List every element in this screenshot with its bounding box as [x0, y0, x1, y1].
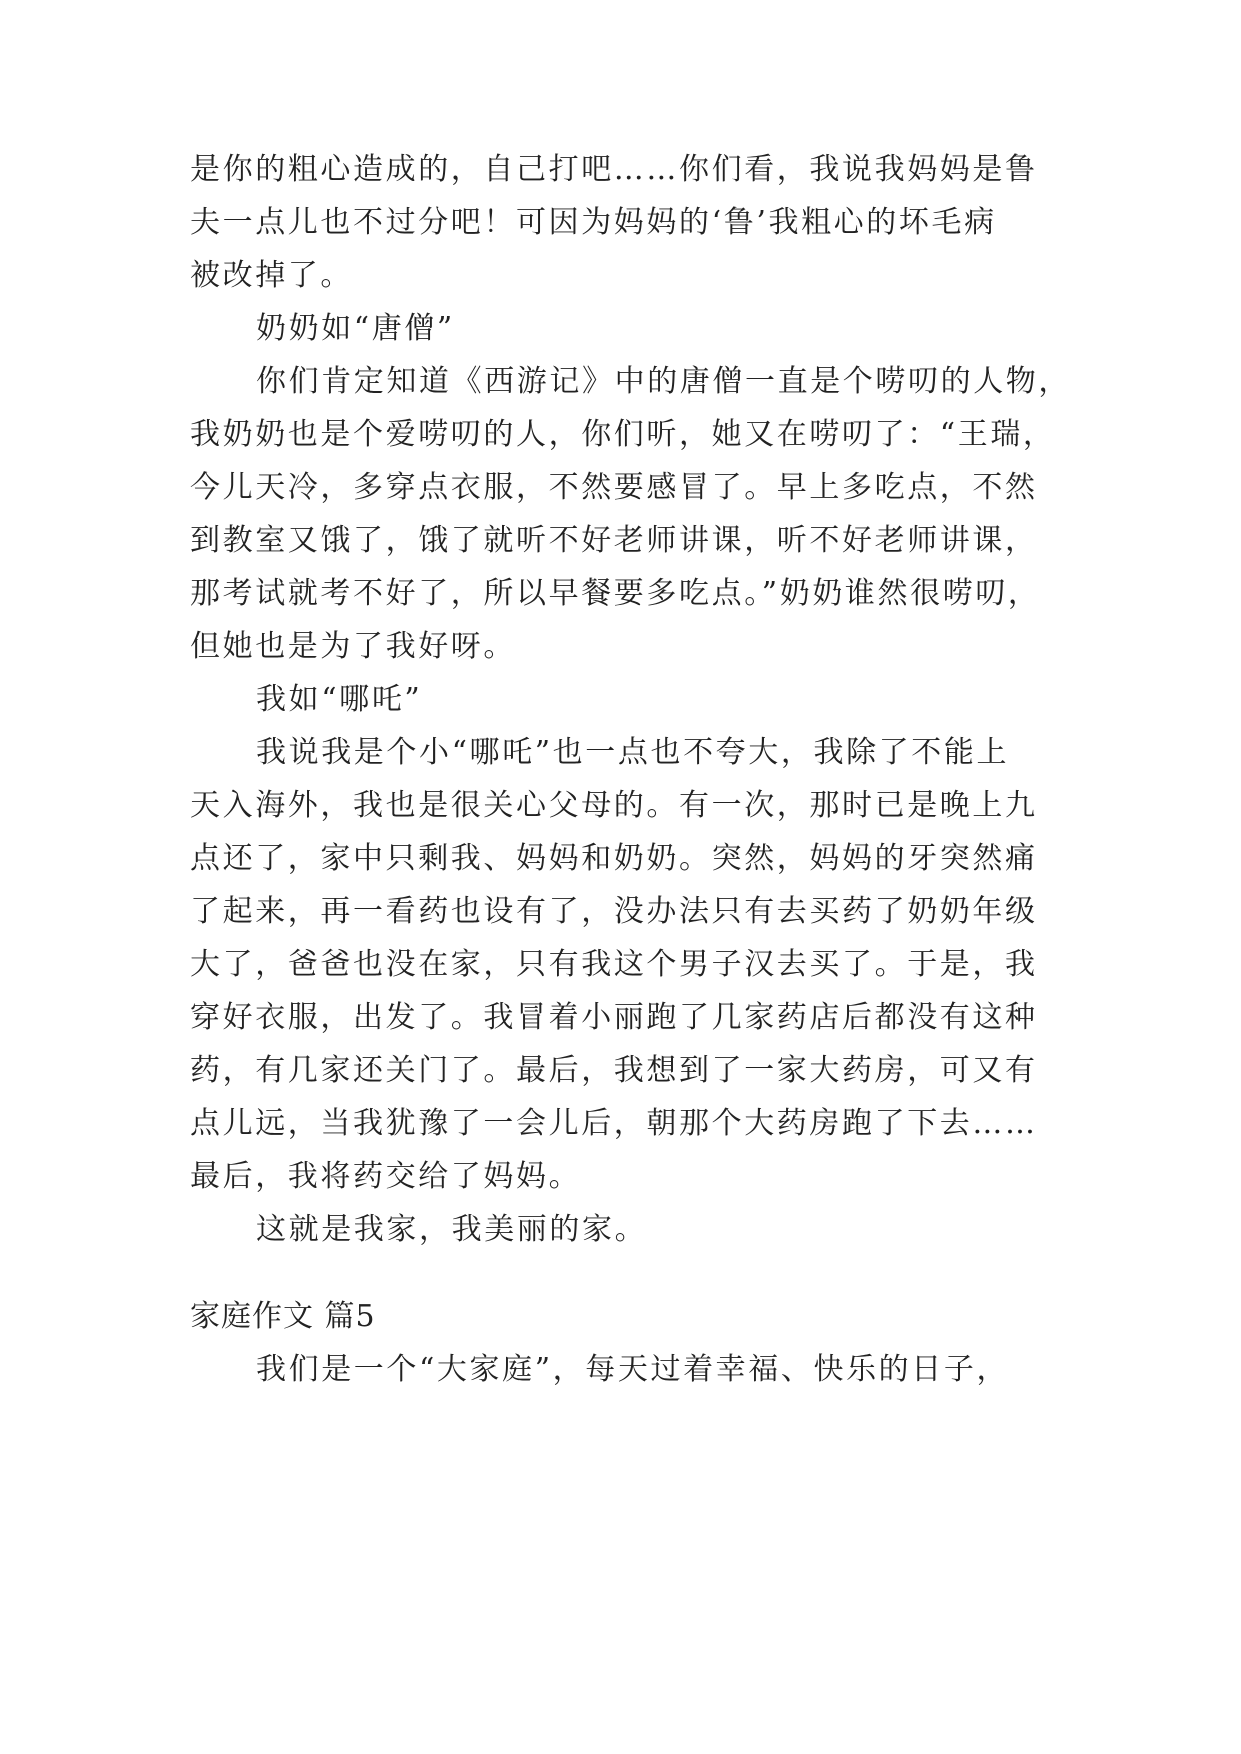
text-line: 穿好衣服，出发了。我冒着小丽跑了几家药店后都没有这种 — [190, 1000, 1038, 1035]
text-line: 我奶奶也是个爱唠叨的人，你们听，她又在唠叨了：“王瑞， — [190, 417, 1056, 452]
section-heading: 奶奶如“唐僧” — [256, 311, 455, 346]
section-heading: 我如“哪吒” — [256, 682, 423, 717]
text-line: 点还了，家中只剩我、妈妈和奶奶。突然，妈妈的牙突然痛 — [190, 841, 1038, 876]
text-line: 夫一点儿也不过分吧！可因为妈妈的‘鲁’我粗心的坏毛病 — [190, 205, 997, 240]
text-line: 点儿远，当我犹豫了一会儿后，朝那个大药房跑了下去…… — [190, 1106, 1038, 1141]
text-line: 今儿天冷，多穿点衣服，不然要感冒了。早上多吃点，不然 — [190, 470, 1038, 505]
text-line: 天入海外，我也是很关心父母的。有一次，那时已是晚上九 — [190, 788, 1038, 823]
text-line: 药，有几家还关门了。最后，我想到了一家大药房，可又有 — [190, 1053, 1038, 1088]
text-line: 被改掉了。 — [190, 258, 353, 293]
text-line: 那考试就考不好了，所以早餐要多吃点。”奶奶谁然很唠叨， — [190, 576, 1041, 611]
text-line: 到教室又饿了，饿了就听不好老师讲课，听不好老师讲课， — [190, 523, 1038, 558]
text-line: 你们肯定知道《西游记》中的唐僧一直是个唠叨的人物， — [256, 364, 1071, 399]
text-line: 大了，爸爸也没在家，只有我这个男子汉去买了。于是，我 — [190, 947, 1038, 982]
article-title: 家庭作文 篇5 — [190, 1299, 376, 1334]
text-line: 了起来，再一看药也设有了，没办法只有去买药了奶奶年级 — [190, 894, 1038, 929]
text-line: 最后，我将药交给了妈妈。 — [190, 1159, 582, 1194]
text-line: 我说我是个小“哪吒”也一点也不夸大，我除了不能上 — [256, 735, 1010, 770]
text-line: 这就是我家，我美丽的家。 — [256, 1212, 648, 1247]
text-line: 我们是一个“大家庭”，每天过着幸福、快乐的日子， — [256, 1352, 1010, 1387]
text-line: 是你的粗心造成的，自己打吧……你们看，我说我妈妈是鲁 — [190, 152, 1038, 187]
text-line: 但她也是为了我好呀。 — [190, 629, 516, 664]
